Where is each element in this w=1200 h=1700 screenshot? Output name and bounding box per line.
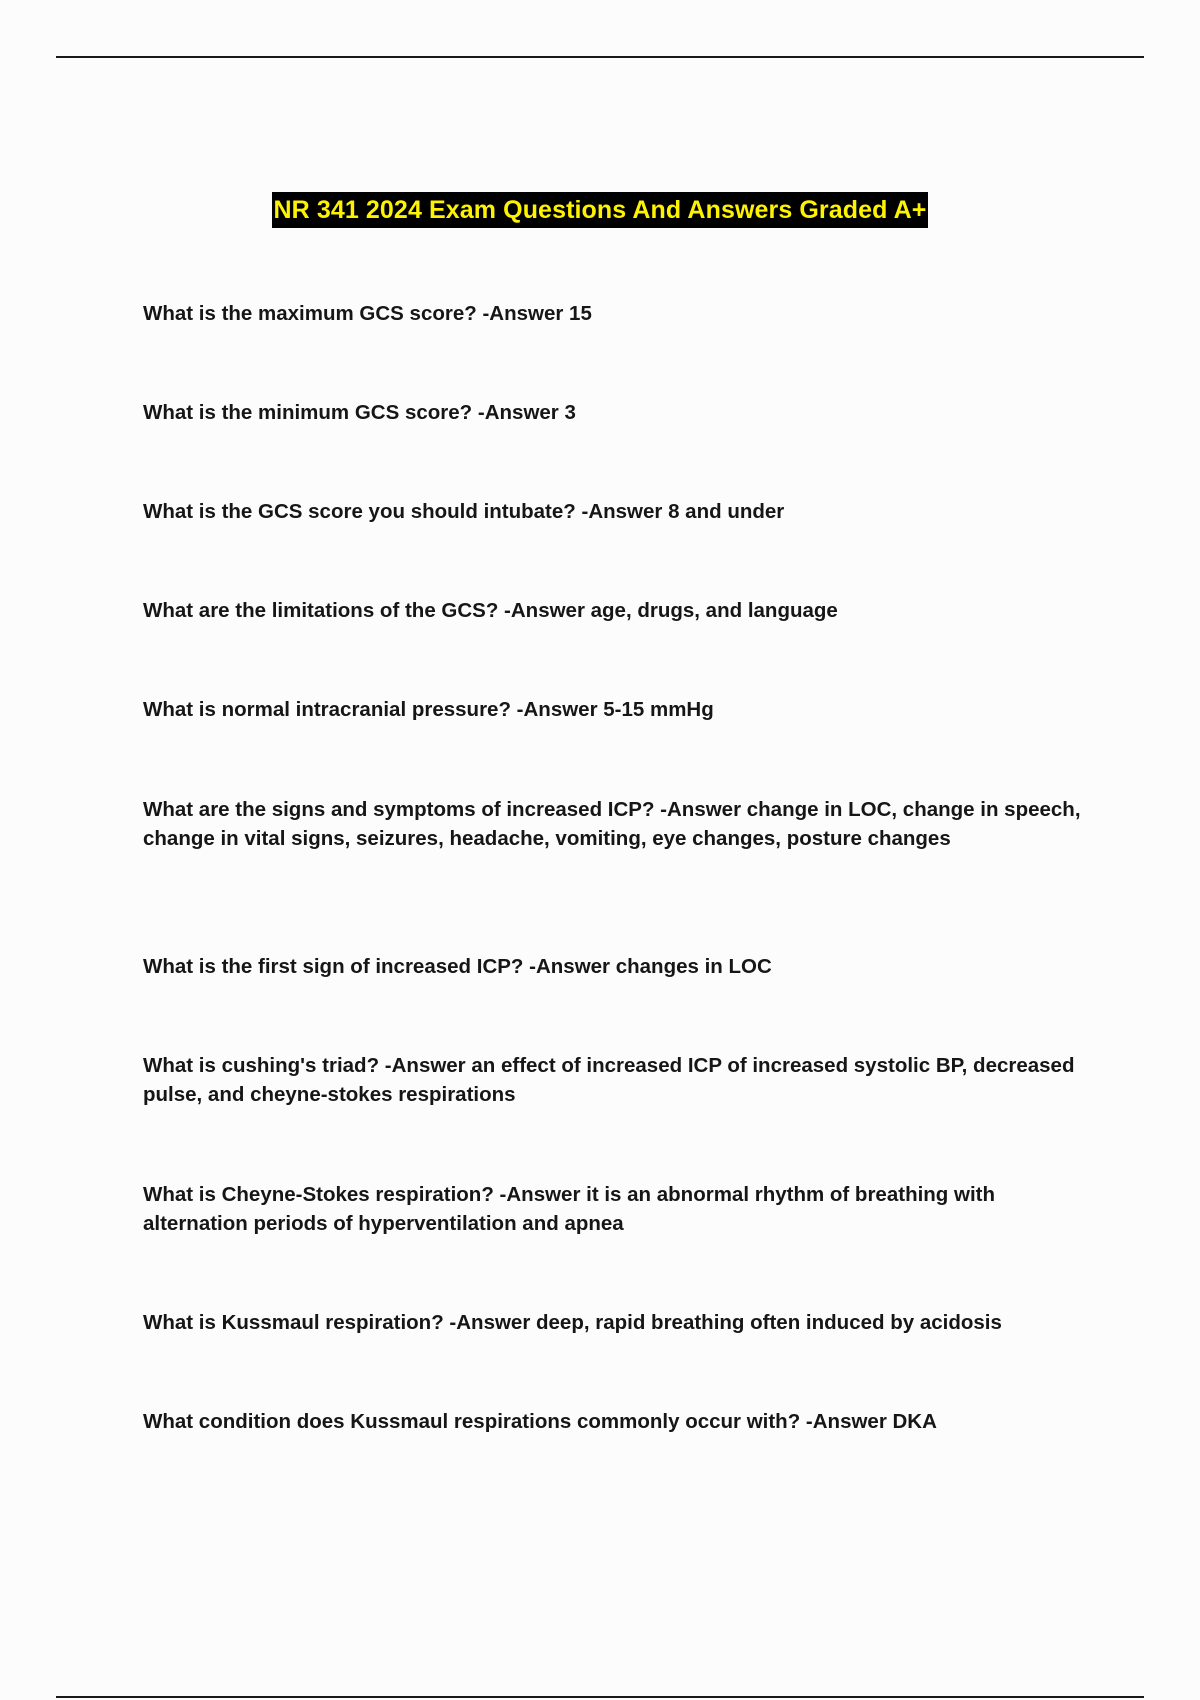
top-divider (56, 56, 1144, 58)
qa-item: What are the signs and symptoms of increased ICP? -Answer change in LOC, change in speech, change in vital signs, seizures, headache, vomiting, eye changes, posture changes (143, 798, 1081, 850)
qa-item: What is the minimum GCS score? -Answer 3 (143, 401, 576, 424)
qa-item: What is the maximum GCS score? -Answer 15 (143, 302, 592, 325)
qa-item: What is cushing's triad? -Answer an effect of increased ICP of increased systolic BP, decreased pulse, and cheyne-stokes respirations (143, 1054, 1075, 1106)
title-container (0, 192, 1200, 228)
page-title: NR 341 2024 Exam Questions And Answers Graded A+ (272, 192, 929, 228)
qa-item: What is normal intracranial pressure? -Answer 5-15 mmHg (143, 698, 714, 721)
qa-item: What condition does Kussmaul respirations commonly occur with? -Answer DKA (143, 1410, 937, 1433)
qa-item: What is Kussmaul respiration? -Answer deep, rapid breathing often induced by acidosis (143, 1311, 1002, 1334)
qa-item: What is Cheyne-Stokes respiration? -Answer it is an abnormal rhythm of breathing with alternation periods of hyperventilation and apnea (143, 1183, 996, 1235)
qa-item: What is the GCS score you should intubate? -Answer 8 and under (143, 500, 785, 523)
bottom-divider (56, 1696, 1144, 1698)
qa-item: What are the limitations of the GCS? -Answer age, drugs, and language (143, 599, 838, 622)
qa-item: What is the first sign of increased ICP? -Answer changes in LOC (143, 955, 772, 978)
